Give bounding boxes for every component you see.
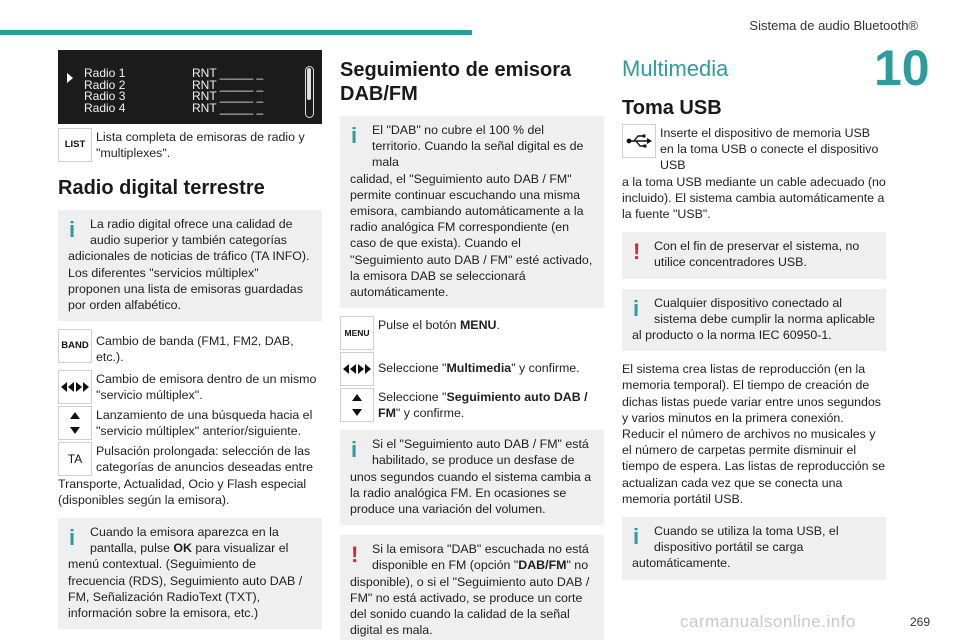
warning-icon: ! xyxy=(633,239,641,265)
warning-note-hubs: ! Con el fin de preservar el sistema, no utilice concentradores USB. xyxy=(622,232,886,278)
info-note-dab-coverage: i El "DAB" no cubre el 100 % del territorio. Cuando la señal digital es de mala calidad, el "Seguimiento auto DAB / FM" permite continuar escuchando una misma emisora, cambiando automáticamente a la radio analógica FM correspondiente (en caso de que exista). Cuando el "Seguimiento auto DAB / FM" esté activado, la emisora DAB se seleccionará automáticamente. xyxy=(340,116,604,308)
station-row: Radio 1 RNT _____ _ xyxy=(84,66,264,80)
usb-continuation: a la toma USB mediante un cable adecuado (no incluido). El sistema cambia automáticamente a la fuente "USB". xyxy=(622,174,886,222)
info-icon: i xyxy=(633,295,640,321)
ta-key-row: TA Pulsación prolongada: selección de las categorías de anuncios deseadas entre xyxy=(58,442,322,476)
section-title: Sistema de audio Bluetooth® xyxy=(749,18,918,33)
updown-key-row: Lanzamiento de una búsqueda hacia el "servicio múltiplex" anterior/siguiente. xyxy=(58,406,322,440)
info-icon: i xyxy=(351,123,358,148)
list-key-icon: LIST xyxy=(58,128,92,162)
page-number: 269 xyxy=(909,615,930,629)
heading-digital-radio: Radio digital terrestre xyxy=(58,177,265,199)
column-dab-fm xyxy=(340,58,604,640)
header-accent-bar xyxy=(0,30,472,35)
warning-icon: ! xyxy=(351,542,359,568)
up-down-arrows-icon xyxy=(58,406,92,440)
ta-key-icon: TA xyxy=(58,442,92,476)
left-right-arrows-icon xyxy=(340,352,374,386)
menu-key-row: MENU Pulse el botón MENU. xyxy=(340,316,604,350)
info-note-charging: i Cuando se utiliza la toma USB, el dispositivo portátil se carga automáticamente. xyxy=(622,517,886,580)
scrollbar xyxy=(305,66,314,118)
band-key-row: BAND Cambio de banda (FM1, FM2, DAB, etc.). xyxy=(58,329,322,365)
selection-arrow-icon xyxy=(67,73,73,83)
usb-row: Inserte el dispositivo de memoria USB en la toma USB o conecte el dispositivo USB xyxy=(622,124,886,174)
station-row: Radio 2 RNT _____ _ xyxy=(84,77,264,92)
left-right-arrows-icon xyxy=(58,370,92,404)
warning-note-dab-unavailable: ! Si la emisora "DAB" escuchada no está disponible en FM (opción "DAB/FM" no disponible), o si el "Seguimiento auto DAB / FM" no está activado, se produce un corte del sonido cuando la calidad de la señal digital es mala. xyxy=(340,535,604,640)
info-note-contextual-menu: i Cuando la emisora aparezca en la pantalla, pulse OK para visualizar el menú contextual. (Seguimiento de frecuencia (RDS), Seguimiento auto DAB / FM, Señalización RadioText (TXT), información sobre la emisora, etc.) xyxy=(58,518,322,629)
station-row: Radio 3 RNT _____ _ xyxy=(84,89,264,103)
heading-dab-fm: Seguimiento de emisora DAB/FM xyxy=(340,59,572,105)
info-icon: i xyxy=(69,217,76,242)
info-note-digital-radio: i La radio digital ofrece una calidad de audio superior y también categorías adicionales de noticias de tráfico (TA INFO). Los diferentes "servicios múltiplex" proponen una lista de emisoras guardadas por orden alfabético. xyxy=(58,210,322,321)
list-key-text: Lista completa de emisoras de radio y "multiplexes". xyxy=(96,130,305,161)
band-key-icon: BAND xyxy=(58,329,92,363)
info-icon: i xyxy=(69,525,76,551)
heading-multimedia: Multimedia xyxy=(622,56,729,81)
ta-continuation: Transporte, Actualidad, Ocio y Flash especial (disponibles según la emisora). xyxy=(58,476,307,507)
radio-list-screen xyxy=(58,50,322,124)
arrows-key-row: Cambio de emisora dentro de un mismo "servicio múltiplex". xyxy=(58,370,322,404)
usb-icon xyxy=(622,124,656,158)
column-multimedia xyxy=(622,56,886,580)
info-icon: i xyxy=(633,524,640,550)
info-note-delay: i Si el "Seguimiento auto DAB / FM" está habilitado, se produce un desfase de unos segundos cuando el sistema cambia a la radio analógica FM. En ocasiones se produce una variación del volumen. xyxy=(340,430,604,525)
heading-usb: Toma USB xyxy=(622,97,722,119)
select-multimedia-row: Seleccione "Multimedia" y confirme. xyxy=(340,352,604,386)
column-radio xyxy=(58,50,322,629)
chapter-number: 10 xyxy=(874,40,930,96)
info-icon: i xyxy=(351,437,358,463)
watermark: carmanualsonline.info xyxy=(680,612,856,631)
menu-key-icon: MENU xyxy=(340,316,374,350)
select-dab-fm-row: Seleccione "Seguimiento auto DAB / FM" y confirme. xyxy=(340,388,604,422)
station-row: Radio 4 RNT _____ _ xyxy=(84,100,264,115)
up-down-arrows-icon xyxy=(340,388,374,422)
info-note-iec: i Cualquier dispositivo conectado al sistema debe cumplir la norma aplicable al producto o la norma IEC 60950-1. xyxy=(622,289,886,352)
playlist-paragraph: El sistema crea listas de reproducción (en la memoria temporal). El tiempo de creación de dichas listas puede variar entre unos segundos y varios minutos en la primera conexión. Reducir el número de archivos no musicales y el número de carpetas permite disminuir el tiempo de espera. Las listas de reproducción se actualizan cada vez que se conecta una memoria portátil USB. xyxy=(622,362,886,506)
list-key-row xyxy=(58,128,322,162)
